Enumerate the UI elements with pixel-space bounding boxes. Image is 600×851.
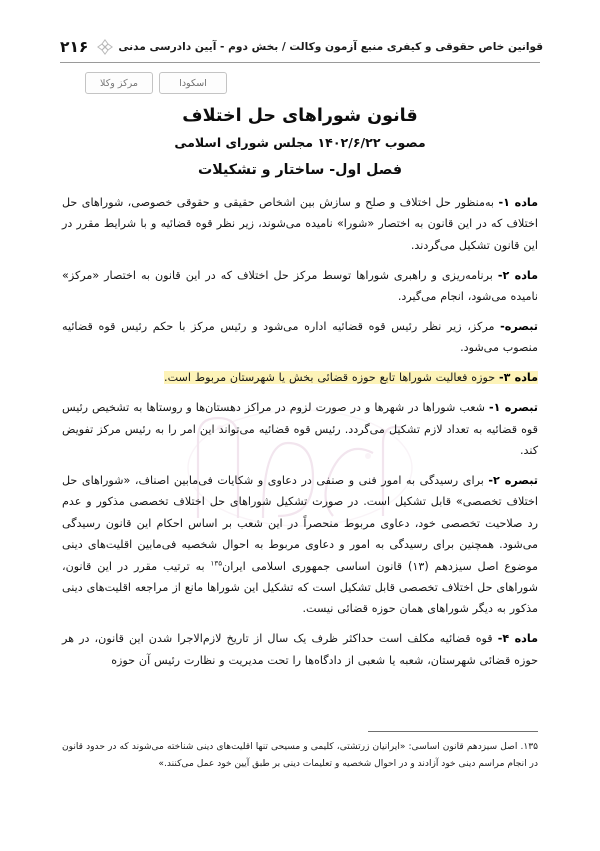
document-body	[62, 106, 538, 680]
article-3-label: ماده ۳-	[499, 371, 538, 385]
note-2-article-3-label: تبصره ۲-	[488, 473, 538, 487]
note-1-article-3-text: شعب شوراها در شهرها و در صورت لزوم در مراکز دهستان‌ها و روستاها به تشخیص رئیس قوه قضائیه به تعداد لازم تشکیل می‌گردد. رئیس قوه قضائیه می‌تواند این امر را به رئیس مرکز تفویض کند.	[62, 401, 538, 458]
header-divider	[60, 62, 540, 63]
article-1-label: ماده ۱-	[498, 196, 538, 209]
page-title: قانون شوراهای حل اختلاف	[182, 106, 418, 126]
diamond-floral-ornament-icon	[96, 37, 114, 57]
footnote-divider	[368, 731, 538, 732]
chapter-heading: فصل اول- ساختار و تشکیلات	[197, 162, 402, 178]
tab-eskoda[interactable]: اسکودا	[159, 72, 227, 94]
page-number: ۲۱۶	[60, 38, 89, 56]
article-1-text: به‌منظور حل اختلاف و صلح و سازش بین اشخاص حقیقی و حقوقی خصوصی، شوراهای حل اختلاف که در این قانون به اختصار «شورا» نامیده می‌شوند، زیر نظر قوه قضائیه و با شرایط مقرر در این قانون تشکیل می‌گردند.	[62, 196, 538, 252]
note-article-2-text: مرکز، زیر نظر رئیس قوه قضائیه اداره می‌شود و رئیس مرکز با حکم رئیس قوه قضائیه منصوب می‌شود.	[62, 320, 538, 355]
note-2-article-3-text-after: به ترتیب مقرر در این قانون، شوراهای حل اختلاف تخصصی قابل تشکیل است که تشکیل این شوراها مانع از مراجعه اقلیت‌های دینی مذکور به دیگر شوراهای همان حوزه قضائی نیست.	[62, 559, 538, 616]
document-subtitle: مصوب ۱۴۰۲/۶/۲۲ مجلس شورای اسلامی	[174, 135, 426, 150]
tab-markaz-vokala[interactable]: مرکز وکلا	[85, 72, 153, 94]
note-2-article-3	[62, 470, 538, 620]
note-1-article-3	[62, 397, 538, 461]
note-article-2	[62, 316, 538, 359]
article-2-label: ماده ۲-	[497, 268, 538, 282]
note-1-article-3-label: تبصره ۱-	[489, 401, 538, 415]
footnote-text: اصل سیزدهم قانون اساسی: «ایرانیان زرتشتی، کلیمی و مسیحی تنها اقلیت‌های دینی شناخته می‌شوند که در حدود قانون در انجام مراسم دینی خود آزادند و در احوال شخصیه و تعلیمات دینی بر طبق آیین خود عمل می‌کنند.»	[62, 742, 538, 769]
note-2-article-3-text-before: برای رسیدگی به امور فنی و صنفی در دعاوی و شکایات فی‌مابین اصناف، «شوراهای حل اختلاف تخصصی» قابل تشکیل است. در صورت تشکیل شوراهای حل اختلاف تخصصی مذکور و عدم رد صلاحیت تخصصی خود، دعاوی مربوط منحصراً در این شعب بر اساس احکام این قانون رسیدگی می‌شود. همچنین برای رسیدگی به امور و دعاوی مربوط به احوال شخصیه فی‌مابین اقلیت‌های دینی موضوع اصل سیزدهم (۱۳) قانون اساسی جمهوری اسلامی ایران	[62, 473, 538, 573]
article-4	[62, 628, 538, 671]
breadcrumb: قوانین خاص حقوقی و کیفری منبع آزمون وکالت / بخش دوم - آیین دادرسی مدنی	[118, 41, 544, 53]
footnote-marker: ۱۳۵	[210, 557, 223, 567]
article-3-highlight	[164, 371, 538, 384]
article-1	[62, 192, 538, 256]
article-4-label: ماده ۴-	[497, 632, 538, 646]
article-4-text: قوه قضائیه مکلف است حداکثر ظرف یک سال از تاریخ لازم‌الاجرا شدن این قانون، در هر حوزه قضائی شهرستان، شعبه یا شعبی از دادگاه‌ها را تحت مدیریت و نظارت رئیس آن حوزه	[62, 632, 538, 667]
note-article-2-label: تبصره-	[500, 320, 538, 334]
article-2	[62, 265, 538, 308]
footnote-135	[62, 739, 538, 772]
page-header	[60, 30, 544, 64]
article-3	[62, 367, 538, 388]
footnote-number: ۱۳۵.	[520, 742, 538, 752]
article-2-text: برنامه‌ریزی و راهبری شوراها توسط مرکز حل اختلاف که در این قانون به اختصار «مرکز» نامیده می‌شود، انجام می‌گیرد.	[62, 268, 538, 304]
article-3-text: حوزه فعالیت شوراها تابع حوزه قضائی بخش یا شهرستان مربوط است.	[164, 371, 499, 385]
source-tabs	[85, 72, 227, 94]
